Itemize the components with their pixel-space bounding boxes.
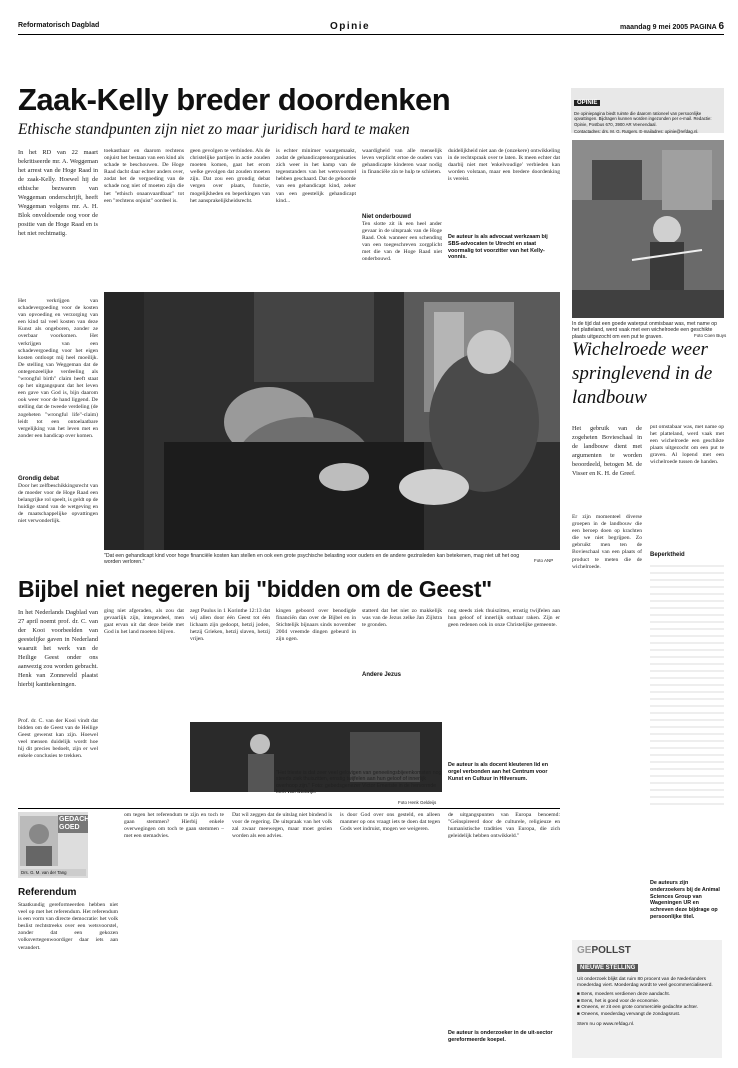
opinie-contact: Contactadres: drs. M. G. Rutgers. E-mailadres: opinie@refdag.nl.: [574, 128, 699, 134]
referendum-column-4: is door God over ons gesteld, en alleen manmer op ons vraagt iets te doen dat tegen Gods wet indruist, mogen we weigeren.: [340, 812, 440, 833]
opinie-label: OPINIE: [574, 100, 600, 106]
page-label: PAGINA: [690, 24, 717, 31]
date: maandag 9 mei 2005: [619, 24, 689, 31]
article2-column-4: kingen geboord over benodigde financiën dan over de Bijbel en in Stichtelijk bijnaars sinds november 2004 vreemde dingen gebeurd in zijn ogen.: [276, 608, 356, 643]
article1-photo-credit: Foto ANP: [534, 558, 554, 563]
opinie-text: De opiniepagina biedt ruimte die daarom rationeel van persoonlijke opvattingen. Bijdragen kunnen worden ingezonden per e-mail. Redactie: Opinie, Postbus 670, 3900 AR Veenendaal.: [574, 111, 712, 127]
referendum-column-3: Dat wil zeggen dat de uitslag niet bindend is voor de regering. De uitspraak van het volk zal zwaar meewegen, maar moet gezien worden als een advies.: [232, 812, 332, 840]
article1-column-1: Het verkrijgen van schadevergoeding voor de kosten van opvoeding en verzorging van een kind tal veel kosten van deze Kunst als ongeboren, zonder ze overbaar voorkomen. Het verkrijgen van een schadevergoeding voor het eigen kosten ontloopt mij heel moeilijk. De stelling van Weggeman dat de ontegenzeelijke verdeeling als "wrongful birth" claim heeft staat op het uitgangspunt dat het leven een gave van God is, bijn daarom ook weer voor de hand liggend. De stelling dat de tweede verdeling (de zogeheten "wrongful life"-claim) leidt tot een ontoelaatbare vergelijking van het leven met en zonder een handicap over komen.: [18, 298, 98, 439]
article1-subheading-2: Niet onderbouwd: [362, 214, 411, 220]
poll-option[interactable]: ■ Eens, het is goed voor de economie.: [577, 998, 660, 1004]
referendum-author-note: De auteur is onderzoeker in de uit-sector gereformeerde koepel.: [448, 1030, 553, 1043]
article1-author-note: De auteur is als advocaat werkzaam bij SBS-advocaten te Utrecht en staat voormalig tot voorzitter van het Kelly-vonnis.: [448, 234, 548, 261]
article2-column-5: statterd dat het niet zo makkelijk was van de Jezus zelke Jan Zijlstra te gronden.: [362, 608, 442, 629]
article2-column-3: zegt Paulus in 1 Korinthe 12:13 dat wij allen door één Geest tot één lichaam zijn gedoopt, hetzij joden, hetzij Grieken, hetzij slaven, hetzij vrijen.: [190, 608, 270, 643]
poll-box: [572, 940, 722, 1058]
newspaper-name: Reformatorisch Dagblad: [18, 22, 100, 29]
article2-headline: Bijbel niet negeren bij "bidden om de Geest": [18, 576, 492, 602]
article3-author-note: De auteurs zijn onderzoekers bij de Animal Sciences Group van Wageningen UR en schreven deze bijdrage op persoonlijke titel.: [650, 880, 720, 920]
article1-column-6: duidelijkheid niet aan de (onzekere) ontwikkeling in de rechtspraak over te laten. Ik meen echter dat daarbij niet met 'enkelvoudige' verbieden kan worden volstaan, maar een bredere doordenking is vereist.: [448, 148, 560, 183]
article3-photo-credit: Foto Coen Buys: [694, 333, 727, 338]
poll-subtitle: NIEUWE STELLING: [577, 964, 638, 972]
article2-column-6: nog steeds ziek thuiszitten, ernstig twijfelen aan hun geloof of innerlijk onthaar raken. Zijn er geen redenen ook in onze Christelijke gemeente.: [448, 608, 560, 629]
poll-option[interactable]: ■ Oneens, moederdag vervangt de zondagsrust.: [577, 1011, 681, 1017]
article2-author-note: De auteur is als docent kleuteren lid en orgel verbonden aan het Centrum voor Kunst en Cultuur in Hilversum.: [448, 762, 549, 782]
gedachte-goed-box: [18, 812, 99, 878]
gedachte-goed-author: Drs. G. M. van der Tang: [20, 869, 86, 876]
article2-intro: In het Nederlands Dagblad van 27 april noemt prof. dr. C. van der Kooi voorbeelden van geestelijke gaven in Nederland waaruit het werk van de Heilige Geest onder ons aanwezig zou worden gebracht. Henk van Zonneveld plaatst hierbij kanttekeningen.: [18, 609, 98, 688]
poll-title-light: GE: [577, 945, 592, 956]
article1-intro: In het RD van 22 maart bekritiseerde mr. A. Weggeman het arrest van de Hoge Raad in de zaak-Kelly. Hoewel hij de ethische bezwaren van Weggeman onderschrijft, heeft Weggeman volgens mr. A. H. Blok onvoldoende oog voor de positie van de Hoge Raad en is het niet rechtmatig.: [18, 149, 98, 237]
referendum-column-1: Staatkundig gereformeerden hebben niet veel op met het referendum. Het referendum is een vorm van directe democratie: het volk beslist rechtstreeks over een wetsvoorstel, zonder dat een gekozen volksvertegenwoordiger daar iets aan verandert.: [18, 902, 118, 951]
article3-column-1: Er zijn momenteel diverse groepen in de landbouw die een beroep doen op krachten die we niet begrijpen. Zo gebruikt men ten de Bovieschaal van een plaats of product te meten die de wichelroede.: [572, 514, 642, 570]
article1-subheading-1: Grondig debat: [18, 476, 59, 482]
poll-option[interactable]: ■ Eens, moeders verdienen deze aandacht.: [577, 992, 671, 997]
photo-illustration: [104, 292, 560, 550]
article3-column-2-body: [650, 560, 724, 810]
poll-title: [577, 945, 717, 956]
article3-photo: [572, 140, 724, 318]
author-portrait: [20, 816, 58, 866]
article1-column-1b: Door het zelfbeschikkingsrecht van de moeder voor de Hoge Raad een belangrijke rol speelt, is geldt op de huidige stand van de wetgeving en de maatschappelijke opvattingen niet verwonderlijk.: [18, 483, 98, 525]
section-divider: [18, 808, 560, 809]
poll-vote-link[interactable]: Stem nu op www.refdag.nl.: [577, 1022, 635, 1027]
poll-question: Uit onderzoek blijkt dat ruim 80 procent van de Nederlanders moederdag viert. Moederdag wordt te veel gecommercialiseerd.: [577, 977, 713, 988]
article1-column-5: waardigheid van alle menselijk leven verplicht ertoe de ouders van gehandicapte kinderen waar nodig in financiële zin te hulp te schieten.: [362, 148, 442, 176]
article1-photo-caption: "Dat een gehandicapt kind voor hoge financiële kosten kan stellen en ook een grote psychische belasting voor ouders en de andere gezinsleden kan betekenen, mag niet uit het oog worden verloren.": [104, 553, 520, 566]
referendum-title: Referendum: [18, 887, 77, 898]
article1-column-4: is echter minimer waargemaakt, zodat de gehandicaptenorganisaties zich weer in het kamp van de tegenstanders van het wetsvoorstel hebben geschaard. Dat de gehoorde van een gehandicapt kind, zeker van een geestelijk gehandicapt kind...: [276, 148, 356, 204]
gedachte-goed-label: GEDACHTE GOED: [59, 816, 99, 831]
article2-column-1: Prof. dr. C. van der Kooi vindt dat bidden om de Geest van de Heilige Geest gewenst kan zijn. Hoewel veel mensen duidelijk wordt hoe hij dit precies bedoelt, zijn er wel enkele conclusies te trekken.: [18, 718, 98, 760]
poll-option[interactable]: ■ Oneens, er zit een grote commerciële gedachte achter.: [577, 1005, 699, 1010]
header-rule: [18, 34, 724, 35]
article3-intro: Het gebruik van de zogeheten Bovieschaal in de landbouw dient met argumenten te worden beoordeeld, betogen M. de Visser en K. H. de Greef.: [572, 425, 642, 477]
article2-photo-credit: Foto Henk Geldeijs: [398, 800, 437, 805]
photo-illustration: [572, 140, 724, 318]
article1-column-3: geen gevolgen te verbinden. Als de christelijke partijen in actie zouden moeten komen, gaat het erom welke gevolgen dat zouden moeten zijn. Dat zou een grondig debat vergen over plaats, functie, mogelijkheden en beperkingen van het aansprakelijkheidsrecht.: [190, 148, 270, 204]
page-number: 6: [718, 21, 724, 32]
article2-subheading: Andere Jezus: [362, 672, 402, 678]
opinie-infobox: [571, 88, 724, 133]
article3-headline: Wichelroede weer springlevend in de landbouw: [572, 339, 713, 408]
article3-subheading: Beperktheid: [650, 552, 685, 558]
article2-photo-caption: "Het trieste is dat zeer veel gelovigen van geneeiingsbijeenkomsten nog steeds ziek thuiszitten, ernstig twijfelen aan hun geloof of innerlijk overhoop zijn." Foto: gebedsgenezer Victor Emeriste in de hervormde kerk van Stolwijk.: [276, 770, 442, 796]
referendum-column-5: de uitgangspunten van Europa benoemd: "Geïnspireerd door de culturele, religieuze en humanistische tradities van Europa, die zich geleidelijk hebben ontwikkeld.": [448, 812, 560, 840]
referendum-column-2: om tegen het referendum te zijn en toch te gaan stemmen? Hierbij enkele overwegingen om toch te gaan stemmen – met een stemadvies.: [124, 812, 224, 840]
page-info: [620, 21, 724, 32]
poll-options: [577, 992, 717, 1018]
article1-photo: [104, 292, 560, 550]
article3-photo-caption: In de tijd dat een goede waterput onmisbaar was, met name op het platteland, werd vaak met een wichelroede een geschikte plaats uitgezocht om een put te graven.: [572, 321, 718, 340]
article2-column-2: ging niet afgeraden, als zou dat gevaarlijk zijn, integendeel, men gaat ervan uit dat deze beide met God in het land moeten blijven.: [104, 608, 184, 636]
article1-column-2: toekasthaar en daarom rechtens onjuist het bestaan van een kind als schade te beschouwen. De Hoge Raad dacht daar echter anders over, zodat het de vergoeding van de schade nog niet of moeten zijn die het "ethisch onaanvaardbaar" tot een "rechtens onjuist" oordeel is.: [104, 148, 184, 204]
poll-title-dark: POLLST: [591, 945, 631, 956]
section-title: Opinie: [330, 21, 371, 32]
article1-subheadline: Ethische standpunten zijn niet zo maar juridisch hard te maken: [18, 121, 410, 138]
article3-column-2: put omstabaar was, met name op het platteland, werd vaak met een wichelroede een geschikte plaats uitgezocht om een put te graven. Al lopend met een wichelroede tussen de handen.: [650, 424, 724, 466]
article1-column-5b: Ten slotte zit ik een heel ander gevaar in de uitspraak van de Hoge Raad. Ook wanneer een schending van een toegeschreven zorgplicht met die van de Hoge Raad niet onderbouwd.: [362, 221, 442, 263]
article1-headline: Zaak-Kelly breder doordenken: [18, 82, 451, 117]
